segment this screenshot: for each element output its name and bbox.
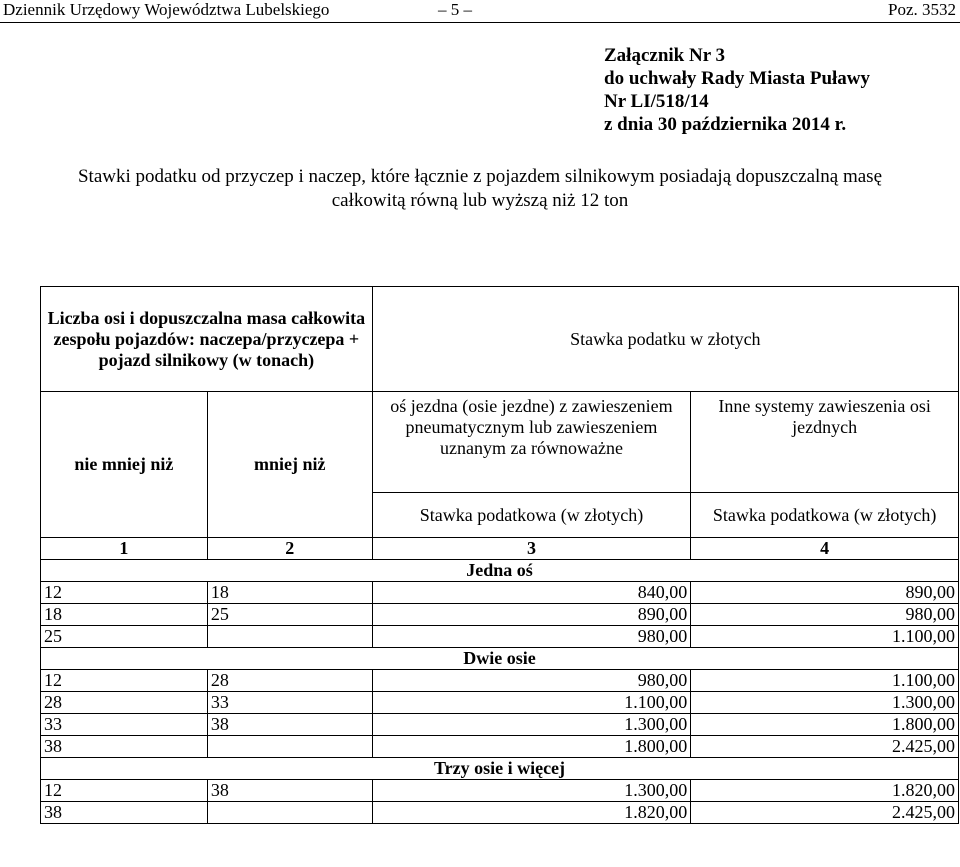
table-row <box>41 670 959 692</box>
other-rate-cell: 1.800,00 <box>691 714 959 736</box>
page-header <box>0 0 960 23</box>
other-rate-cell: 1.100,00 <box>691 626 959 648</box>
min-mass-cell: 28 <box>41 692 208 714</box>
col-number: 4 <box>691 538 959 560</box>
pneumatic-rate-cell: 840,00 <box>372 582 691 604</box>
other-rate-cell: 2.425,00 <box>691 736 959 758</box>
other-rate-cell: 890,00 <box>691 582 959 604</box>
other-rate-subheader: Stawka podatkowa (w złotych) <box>691 493 959 538</box>
col-number: 3 <box>372 538 691 560</box>
pneumatic-rate-cell: 1.300,00 <box>372 714 691 736</box>
annex-line: Nr LI/518/14 <box>604 91 709 112</box>
table-row <box>41 692 959 714</box>
other-rate-cell: 1.100,00 <box>691 670 959 692</box>
title-line: Stawki podatku od przyczep i naczep, które łącznie z pojazdem silnikowym posiadają dopuszczalną masę <box>77 166 883 187</box>
col-min-header: nie mniej niż <box>41 392 208 538</box>
pneumatic-rate-cell: 1.300,00 <box>372 780 691 802</box>
min-mass-cell: 38 <box>41 736 208 758</box>
min-mass-cell: 12 <box>41 780 208 802</box>
rate-group-header: Stawka podatku w złotych <box>372 287 958 392</box>
table-row <box>41 626 959 648</box>
pneumatic-rate-cell: 890,00 <box>372 604 691 626</box>
other-rate-cell: 1.820,00 <box>691 780 959 802</box>
table-row <box>41 604 959 626</box>
max-mass-cell: 18 <box>207 582 372 604</box>
annex-line: Załącznik Nr 3 <box>604 45 726 66</box>
pneumatic-rate-cell: 1.100,00 <box>372 692 691 714</box>
other-rate-cell: 1.300,00 <box>691 692 959 714</box>
min-mass-cell: 25 <box>41 626 208 648</box>
table-row <box>41 780 959 802</box>
pneumatic-rate-cell: 1.820,00 <box>372 802 691 824</box>
max-mass-cell <box>207 802 372 824</box>
title-line: całkowitą równą lub wyższą niż 12 ton <box>331 190 629 211</box>
pneumatic-rate-subheader: Stawka podatkowa (w złotych) <box>372 493 691 538</box>
table-row <box>41 802 959 824</box>
page-number: – 5 – <box>438 0 472 19</box>
max-mass-cell: 28 <box>207 670 372 692</box>
table-row <box>41 736 959 758</box>
section-row <box>41 758 959 780</box>
axle-mass-header: Liczba osi i dopuszczalna masa całkowita zespołu pojazdów: naczepa/przyczepa + pojazd silnikowy (w tonach) <box>41 287 373 392</box>
tax-rate-table <box>40 286 959 824</box>
min-mass-cell: 12 <box>41 582 208 604</box>
annex-block <box>604 44 870 136</box>
table-row <box>41 582 959 604</box>
max-mass-cell <box>207 626 372 648</box>
section-row <box>41 560 959 582</box>
annex-line: z dnia 30 października 2014 r. <box>604 114 847 135</box>
max-mass-cell <box>207 736 372 758</box>
max-mass-cell: 25 <box>207 604 372 626</box>
other-rate-cell: 2.425,00 <box>691 802 959 824</box>
section-label: Jedna oś <box>41 560 959 582</box>
max-mass-cell: 38 <box>207 780 372 802</box>
position-number: Poz. 3532 <box>888 0 956 19</box>
section-row <box>41 648 959 670</box>
document-title <box>0 165 960 213</box>
table-row <box>41 714 959 736</box>
section-label: Trzy osie i więcej <box>41 758 959 780</box>
min-mass-cell: 12 <box>41 670 208 692</box>
section-label: Dwie osie <box>41 648 959 670</box>
annex-line: do uchwały Rady Miasta Puławy <box>604 68 871 89</box>
other-rate-cell: 980,00 <box>691 604 959 626</box>
min-mass-cell: 38 <box>41 802 208 824</box>
max-mass-cell: 38 <box>207 714 372 736</box>
col-number: 1 <box>41 538 208 560</box>
pneumatic-rate-cell: 1.800,00 <box>372 736 691 758</box>
min-mass-cell: 33 <box>41 714 208 736</box>
min-mass-cell: 18 <box>41 604 208 626</box>
pneumatic-rate-cell: 980,00 <box>372 626 691 648</box>
journal-name: Dziennik Urzędowy Województwa Lubelskiego <box>3 0 330 19</box>
other-suspension-header: Inne systemy zawieszenia osi jezdnych <box>691 392 959 493</box>
pneumatic-header: oś jezdna (osie jezdne) z zawieszeniem pneumatycznym lub zawieszeniem uznanym za równoważne <box>372 392 691 493</box>
col-max-header: mniej niż <box>207 392 372 538</box>
max-mass-cell: 33 <box>207 692 372 714</box>
pneumatic-rate-cell: 980,00 <box>372 670 691 692</box>
col-number: 2 <box>207 538 372 560</box>
